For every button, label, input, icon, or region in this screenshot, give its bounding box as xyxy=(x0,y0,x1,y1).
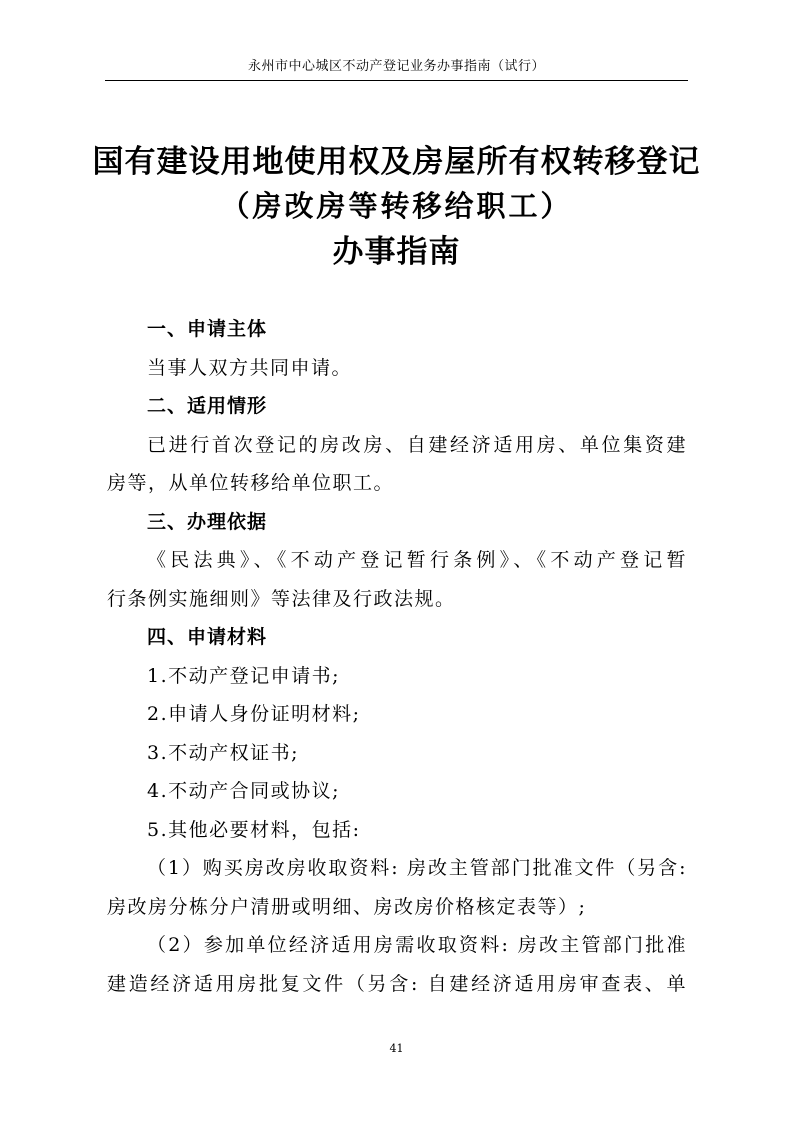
section-heading-basis: 三、办理依据 xyxy=(147,510,268,533)
list-item: 5.其他必要材料，包括: xyxy=(147,818,361,841)
section-text-applicant: 当事人双方共同申请。 xyxy=(147,356,353,379)
title-line-3: 办事指南 xyxy=(332,234,461,270)
title-line-2: （房改房等转移给职工） xyxy=(220,189,573,223)
section-heading-scope: 二、适用情形 xyxy=(147,395,268,417)
list-item: 1.不动产登记申请书; xyxy=(147,664,341,687)
section-heading-applicant: 一、申请主体 xyxy=(147,318,268,340)
list-item: 3.不动产权证书; xyxy=(147,741,300,764)
list-item: 2.申请人身份证明材料; xyxy=(147,703,361,725)
sub-item-2-line2: 建造经济适用房批复文件（另含: 自建经济适用房审查表、单 xyxy=(107,972,687,995)
section-heading-materials: 四、申请材料 xyxy=(147,626,268,648)
running-header xyxy=(105,50,688,81)
page-number: 41 xyxy=(389,1042,404,1055)
document-body xyxy=(107,310,687,1003)
section-text-basis-line1: 《民法典》、《不动产登记暂行条例》、《不动产登记暂 xyxy=(147,549,687,571)
running-header-text: 永州市中心城区不动产登记业务办事指南（试行） xyxy=(247,59,545,74)
sub-item-1-line1: （1）购买房改房收取资料: 房改主管部门批准文件（另含: xyxy=(147,857,687,879)
list-item: 4.不动产合同或协议; xyxy=(147,780,341,802)
section-text-basis-line2: 行条例实施细则》等法律及行政法规。 xyxy=(107,587,456,610)
section-text-scope-line1: 已进行首次登记的房改房、自建经济适用房、单位集资建 xyxy=(147,433,687,456)
sub-item-1-line2: 房改房分栋分户清册或明细、房改房价格核定表等）; xyxy=(107,895,587,918)
document-title xyxy=(0,140,793,276)
title-line-1: 国有建设用地使用权及房屋所有权转移登记 xyxy=(92,144,701,180)
sub-item-2-line1: （2）参加单位经济适用房需收取资料: 房改主管部门批准 xyxy=(147,934,687,956)
section-text-scope-line2: 房等，从单位转移给单位职工。 xyxy=(107,472,395,494)
